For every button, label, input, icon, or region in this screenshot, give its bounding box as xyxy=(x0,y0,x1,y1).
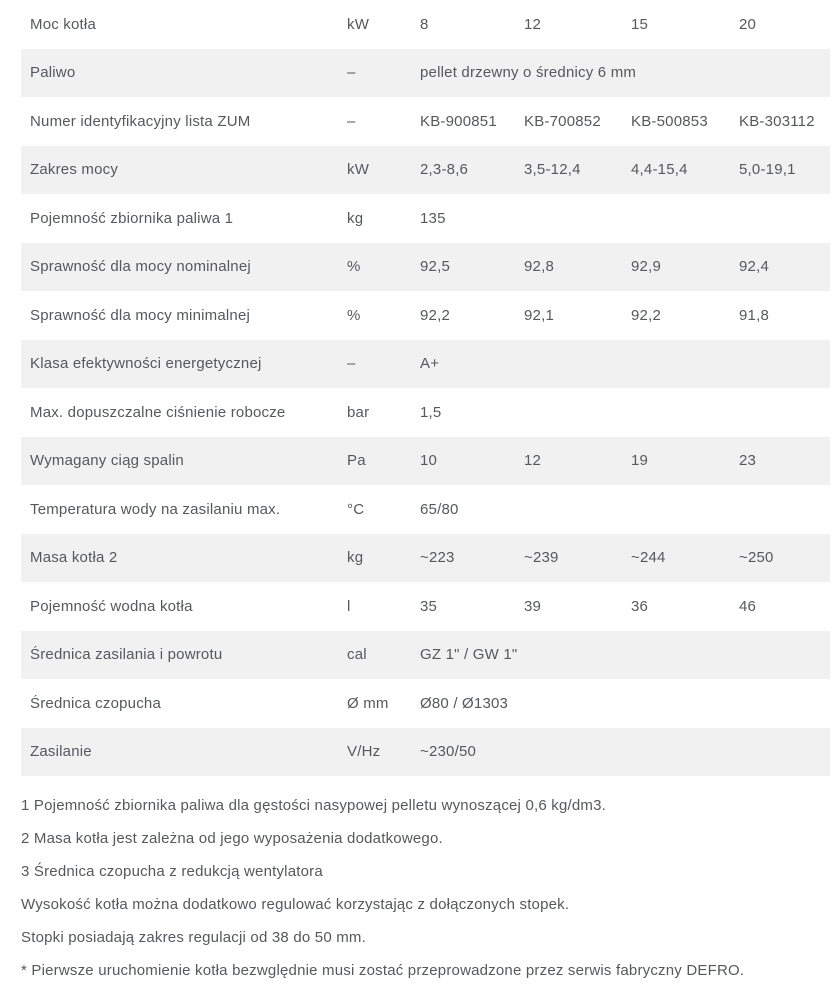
spec-unit: °C xyxy=(347,500,365,518)
spec-label: Pojemność zbiornika paliwa 1 xyxy=(30,209,234,227)
spec-unit: bar xyxy=(347,403,370,421)
spec-value: 36 xyxy=(631,597,649,615)
table-row xyxy=(21,194,830,243)
spec-unit: kW xyxy=(347,15,370,33)
spec-value: Ø80 / Ø1303 xyxy=(420,694,509,712)
spec-value: 35 xyxy=(420,597,438,615)
spec-value: 92,2 xyxy=(420,306,450,324)
spec-unit: – xyxy=(347,64,356,82)
spec-unit: – xyxy=(347,355,356,373)
spec-value: 2,3-8,6 xyxy=(420,161,469,179)
spec-value: 3,5-12,4 xyxy=(524,161,581,179)
spec-value: 65/80 xyxy=(420,500,459,518)
spec-value: 20 xyxy=(739,15,757,33)
table-row xyxy=(21,0,830,49)
table-row xyxy=(21,97,830,146)
spec-unit: kg xyxy=(347,209,364,227)
table-row xyxy=(21,291,830,340)
footnote-height-adjustment: Wysokość kotła można dodatkowo regulować korzystając z dołączonych stopek. xyxy=(21,896,570,913)
spec-value: KB-700852 xyxy=(524,112,601,130)
spec-value: 92,9 xyxy=(631,258,661,276)
spec-value: 46 xyxy=(739,597,757,615)
footnote-flue-diameter: 3 Średnica czopucha z redukcją wentylatora xyxy=(21,863,323,880)
table-row xyxy=(21,146,830,195)
spec-label: Zasilanie xyxy=(30,743,92,761)
spec-label: Sprawność dla mocy minimalnej xyxy=(30,306,251,324)
spec-value: 92,5 xyxy=(420,258,450,276)
spec-label: Średnica czopucha xyxy=(30,694,161,712)
spec-value: ~250 xyxy=(739,549,774,567)
spec-label: Klasa efektywności energetycznej xyxy=(30,355,262,373)
spec-unit: cal xyxy=(347,646,367,664)
spec-value: KB-303112 xyxy=(739,112,815,130)
spec-unit: Pa xyxy=(347,452,366,470)
table-row xyxy=(21,437,830,486)
spec-label: Moc kotła xyxy=(30,15,96,33)
spec-unit: kW xyxy=(347,161,370,179)
spec-value: A+ xyxy=(420,355,440,373)
spec-value: KB-500853 xyxy=(631,112,708,130)
spec-value: 8 xyxy=(420,15,429,33)
spec-label: Średnica zasilania i powrotu xyxy=(30,646,223,664)
table-row xyxy=(21,340,830,389)
spec-value: 92,4 xyxy=(739,258,769,276)
spec-value: 4,4-15,4 xyxy=(631,161,688,179)
spec-unit: % xyxy=(347,258,361,276)
spec-value: 92,1 xyxy=(524,306,554,324)
table-row xyxy=(21,243,830,292)
spec-value: 5,0-19,1 xyxy=(739,161,796,179)
spec-value: 12 xyxy=(524,452,542,470)
spec-label: Masa kotła 2 xyxy=(30,549,118,567)
spec-unit: V/Hz xyxy=(347,743,381,761)
spec-unit: kg xyxy=(347,549,364,567)
spec-unit: % xyxy=(347,306,361,324)
spec-value: 92,2 xyxy=(631,306,661,324)
spec-label: Max. dopuszczalne ciśnienie robocze xyxy=(30,403,286,421)
spec-value: ~230/50 xyxy=(420,743,477,761)
spec-value: KB-900851 xyxy=(420,112,497,130)
table-row xyxy=(21,728,830,777)
spec-value: 15 xyxy=(631,15,649,33)
spec-value: 19 xyxy=(631,452,649,470)
spec-unit: l xyxy=(347,597,351,615)
spec-label: Paliwo xyxy=(30,64,76,82)
spec-value: 39 xyxy=(524,597,542,615)
table-row xyxy=(21,534,830,583)
spec-unit: Ø mm xyxy=(347,694,389,712)
spec-label: Wymagany ciąg spalin xyxy=(30,452,184,470)
table-row xyxy=(21,582,830,631)
table-row xyxy=(21,631,830,680)
spec-label: Numer identyfikacyjny lista ZUM xyxy=(30,112,251,130)
spec-value: 135 xyxy=(420,209,446,227)
footnote-first-startup: * Pierwsze uruchomienie kotła bezwględnie musi zostać przeprowadzone przez serwis fabryczny DEFRO. xyxy=(21,962,745,979)
table-row xyxy=(21,679,830,728)
spec-value: 23 xyxy=(739,452,757,470)
footnote-fuel-density: 1 Pojemność zbiornika paliwa dla gęstości nasypowej pelletu wynoszącej 0,6 kg/dm3. xyxy=(21,797,607,814)
footnote-boiler-mass: 2 Masa kotła jest zależna od jego wyposażenia dodatkowego. xyxy=(21,830,443,847)
spec-value: ~223 xyxy=(420,549,455,567)
spec-value: 91,8 xyxy=(739,306,769,324)
footnote-feet-range: Stopki posiadają zakres regulacji od 38 do 50 mm. xyxy=(21,929,366,946)
spec-value: ~239 xyxy=(524,549,559,567)
spec-label: Temperatura wody na zasilaniu max. xyxy=(30,500,281,518)
spec-value: 1,5 xyxy=(420,403,442,421)
table-row xyxy=(21,49,830,98)
footnotes-section xyxy=(21,776,838,978)
spec-value: ~244 xyxy=(631,549,666,567)
spec-value: 12 xyxy=(524,15,542,33)
spec-value: pellet drzewny o średnicy 6 mm xyxy=(420,64,637,82)
spec-label: Zakres mocy xyxy=(30,161,119,179)
specification-table xyxy=(21,0,830,776)
spec-label: Sprawność dla mocy nominalnej xyxy=(30,258,251,276)
spec-value: 92,8 xyxy=(524,258,554,276)
spec-unit: – xyxy=(347,112,356,130)
table-row xyxy=(21,485,830,534)
table-row xyxy=(21,388,830,437)
spec-value: GZ 1" / GW 1" xyxy=(420,646,518,664)
spec-label: Pojemność wodna kotła xyxy=(30,597,193,615)
spec-value: 10 xyxy=(420,452,438,470)
